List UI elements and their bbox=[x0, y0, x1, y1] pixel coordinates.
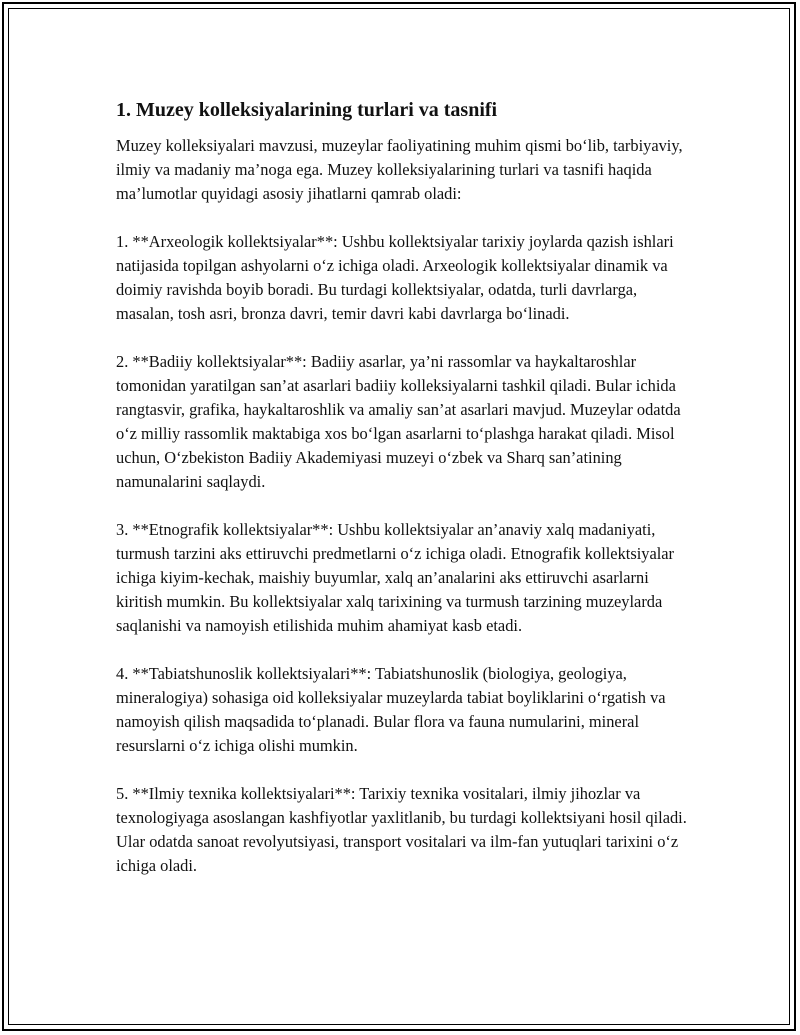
list-item-archaeological: 1. **Arxeologik kollektsiyalar**: Ushbu kollektsiyalar tarixiy joylarda qazish ishlari natijasida topilgan ashyolarni o‘z ichiga oladi. Arxeologik kollektsiyalar dinamik va doimiy ravishda boyib boradi. Bu turdagi kollektsiyalar, odatda, turli davrlarga, masalan, tosh asri, bronza davri, temir davri kabi davrlarga bo‘linadi. bbox=[116, 232, 674, 323]
section-heading: 1. Muzey kolleksiyalarining turlari va tasnifi bbox=[116, 99, 498, 121]
document-body bbox=[116, 96, 696, 902]
list-item-artistic: 2. **Badiiy kollektsiyalar**: Badiiy asarlar, ya’ni rassomlar va haykaltaroshlar tomonidan yaratilgan san’at asarlari badiiy kolleksiyalarni tashkil qiladi. Bular ichida rangtasvir, grafika, haykaltaroshlik va amaliy san’at asarlari mavjud. Muzeylar odatda o‘z milliy rassomlik maktabiga xos bo‘lgan asarlarni to‘plashga harakat qiladi. Misol uchun, O‘zbekiston Badiiy Akademiyasi muzeyi o‘zbek va Sharq san’atining namunalarini saqlaydi. bbox=[116, 352, 681, 491]
list-item-science-technology: 5. **Ilmiy texnika kollektsiyalari**: Tarixiy texnika vositalari, ilmiy jihozlar va texnologiyaga asoslangan kashfiyotlar yaxlitlanib, bu turdagi kollektsiyani hosil qiladi. Ular odatda sanoat revolyutsiyasi, transport vositalari va ilm-fan yutuqlari tarixini o‘z ichiga oladi. bbox=[116, 784, 687, 875]
list-item-natural-science: 4. **Tabiatshunoslik kollektsiyalari**: Tabiatshunoslik (biologiya, geologiya, mineralogiya) sohasiga oid kolleksiyalar muzeylarda tabiat boyliklarini o‘rgatish va namoyish qilish maqsadida to‘planadi. Bular flora va fauna numularini, mineral resurslarni o‘z ichiga olishi mumkin. bbox=[116, 664, 666, 755]
page-frame bbox=[2, 2, 796, 1031]
list-item-ethnographic: 3. **Etnografik kollektsiyalar**: Ushbu kollektsiyalar an’anaviy xalq madaniyati, turmush tarzini aks ettiruvchi predmetlarni o‘z ichiga oladi. Etnografik kollektsiyalar ichiga kiyim-kechak, maishiy buyumlar, xalq an’analarini aks ettiruvchi asarlarni kiritish mumkin. Bu kollektsiyalar xalq tarixining va turmush tarzining muzeylarda saqlanishi va namoyish etilishida muhim ahamiyat kasb etadi. bbox=[116, 520, 675, 635]
intro-paragraph: Muzey kolleksiyalari mavzusi, muzeylar faoliyatining muhim qismi bo‘lib, tarbiyaviy, ilmiy va madaniy ma’noga ega. Muzey kolleksiyalarining turlari va tasnifi haqida ma’lumotlar quyidagi asosiy jihatlarni qamrab oladi: bbox=[116, 136, 683, 203]
